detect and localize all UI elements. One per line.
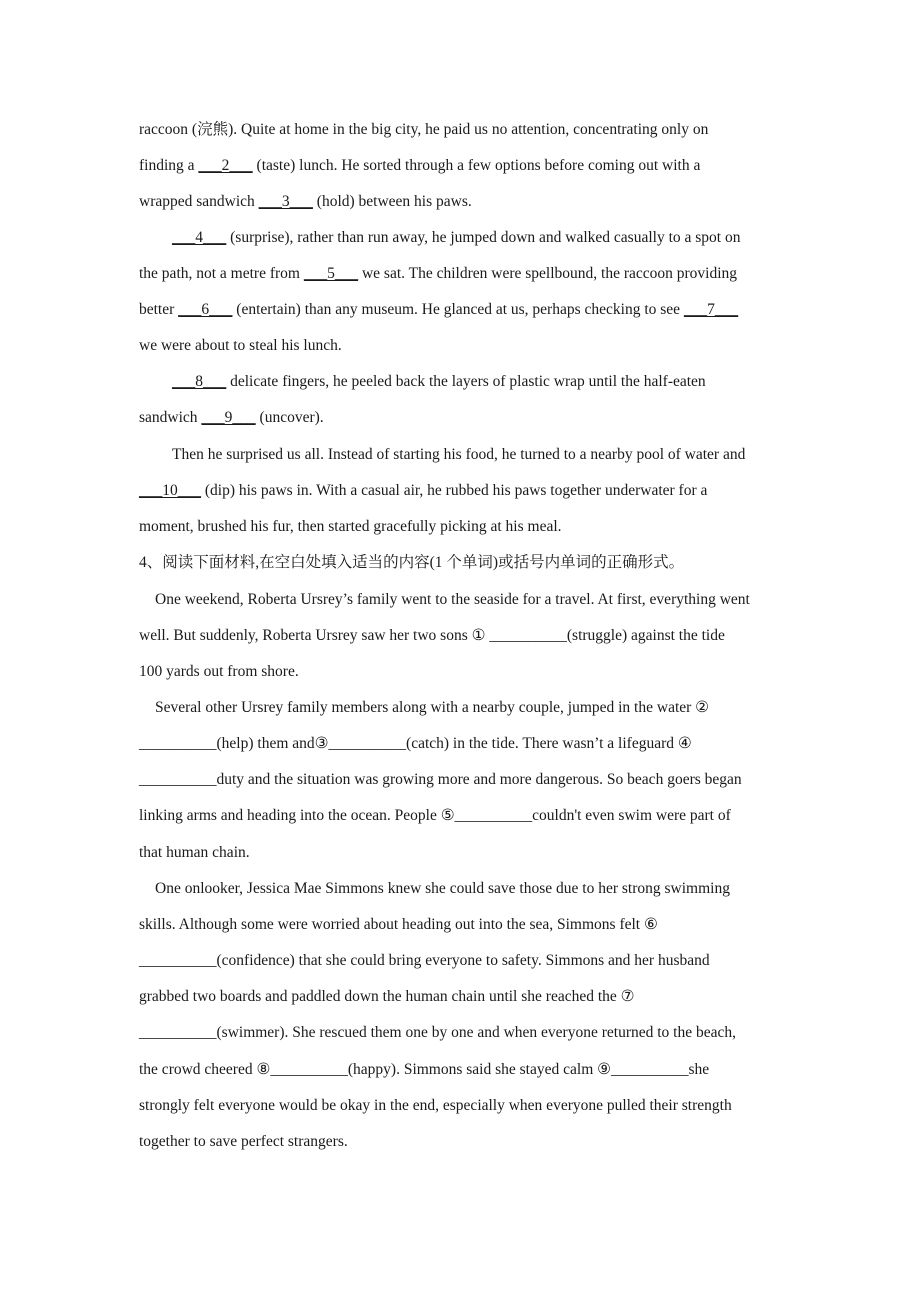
text-line (139, 806, 731, 826)
text-segment: skills. Although some were worried about heading out into the sea, Simmons felt ⑥ (139, 916, 658, 933)
text-line (139, 408, 324, 428)
text-segment: Then he surprised us all. Instead of starting his food, he turned to a nearby pool of water and (172, 446, 746, 463)
text-line (139, 951, 710, 971)
text-segment: well. But suddenly, Roberta Ursrey saw her two sons ① __________(struggle) against the tide (139, 627, 725, 644)
text-line (139, 987, 635, 1007)
text-line (139, 120, 708, 140)
answer-blank: ___10___ (139, 482, 201, 499)
text-line (155, 590, 750, 610)
text-segment: we sat. The children were spellbound, the raccoon providing (358, 265, 738, 282)
text-segment: (hold) between his paws. (312, 193, 472, 210)
text-line (139, 662, 299, 682)
text-segment: linking arms and heading into the ocean. People ⑤__________couldn't even swim were part of (139, 807, 731, 824)
text-line (139, 192, 472, 212)
text-line (139, 734, 692, 754)
text-segment: strongly felt everyone would be okay in the end, especially when everyone pulled their strength (139, 1097, 732, 1114)
text-segment: delicate fingers, he peeled back the layers of plastic wrap until the half-eaten (226, 373, 706, 390)
text-line (155, 879, 730, 899)
text-segment: raccoon (浣熊). Quite at home in the big city, he paid us no attention, concentrating only on (139, 121, 709, 138)
text-segment: the path, not a metre from (139, 265, 304, 282)
text-segment: that human chain. (139, 844, 250, 861)
text-line (139, 626, 725, 646)
text-line (139, 156, 700, 176)
text-line (139, 1096, 732, 1116)
answer-blank: ___9___ (201, 409, 256, 426)
text-line (139, 553, 684, 573)
text-segment: better (139, 301, 179, 318)
text-line (139, 915, 658, 935)
answer-blank: ___7___ (683, 301, 739, 318)
text-segment: grabbed two boards and paddled down the human chain until she reached the ⑦ (139, 988, 635, 1005)
text-line (172, 372, 706, 392)
text-segment: One onlooker, Jessica Mae Simmons knew she could save those due to her strong swimming (155, 880, 730, 897)
text-line (139, 517, 562, 537)
text-segment: One weekend, Roberta Ursrey’s family went to the seaside for a travel. At first, everything went (155, 591, 750, 608)
text-segment: (taste) lunch. He sorted through a few options before coming out with a (252, 157, 701, 174)
text-segment: we were about to steal his lunch. (139, 337, 342, 354)
text-line (139, 300, 738, 320)
text-line (139, 1060, 709, 1080)
text-segment: __________(swimmer). She rescued them one by one and when everyone returned to the beach, (139, 1024, 736, 1041)
text-segment: (surprise), rather than run away, he jumped down and walked casually to a spot on (226, 229, 741, 246)
text-segment: 100 yards out from shore. (139, 663, 299, 680)
text-line (172, 228, 740, 248)
text-line (139, 336, 342, 356)
text-line (139, 264, 737, 284)
text-line (172, 445, 745, 465)
text-segment: sandwich (139, 409, 202, 426)
text-segment: (uncover). (255, 409, 324, 426)
answer-blank: ___4___ (172, 229, 227, 246)
text-segment: __________duty and the situation was growing more and more dangerous. So beach goers began (139, 771, 742, 788)
text-segment: (dip) his paws in. With a casual air, he rubbed his paws together underwater for a (201, 482, 708, 499)
text-line (139, 1023, 736, 1043)
text-line (139, 481, 707, 501)
text-line (139, 770, 742, 790)
text-segment: together to save perfect strangers. (139, 1133, 348, 1150)
text-segment: the crowd cheered ⑧__________(happy). Simmons said she stayed calm ⑨__________she (139, 1061, 710, 1078)
answer-blank: ___6___ (178, 301, 233, 318)
text-segment: __________(help) them and③__________(catch) in the tide. There wasn’t a lifeguard ④ (139, 735, 692, 752)
text-segment: Several other Ursrey family members along with a nearby couple, jumped in the water ② (155, 699, 710, 716)
text-segment: wrapped sandwich (139, 193, 259, 210)
text-segment: (entertain) than any museum. He glanced at us, perhaps checking to see (232, 301, 684, 318)
text-line (139, 843, 250, 863)
answer-blank: ___5___ (303, 265, 359, 282)
text-segment: 4、阅读下面材料,在空白处填入适当的内容(1 个单词)或括号内单词的正确形式。 (139, 554, 685, 571)
text-segment: moment, brushed his fur, then started gracefully picking at his meal. (139, 518, 562, 535)
answer-blank: ___3___ (258, 193, 313, 210)
text-line (155, 698, 709, 718)
text-segment: __________(confidence) that she could bring everyone to safety. Simmons and her husband (139, 952, 710, 969)
answer-blank: ___2___ (198, 157, 253, 174)
text-segment: finding a (139, 157, 199, 174)
answer-blank: ___8___ (172, 373, 227, 390)
text-line (139, 1132, 348, 1152)
